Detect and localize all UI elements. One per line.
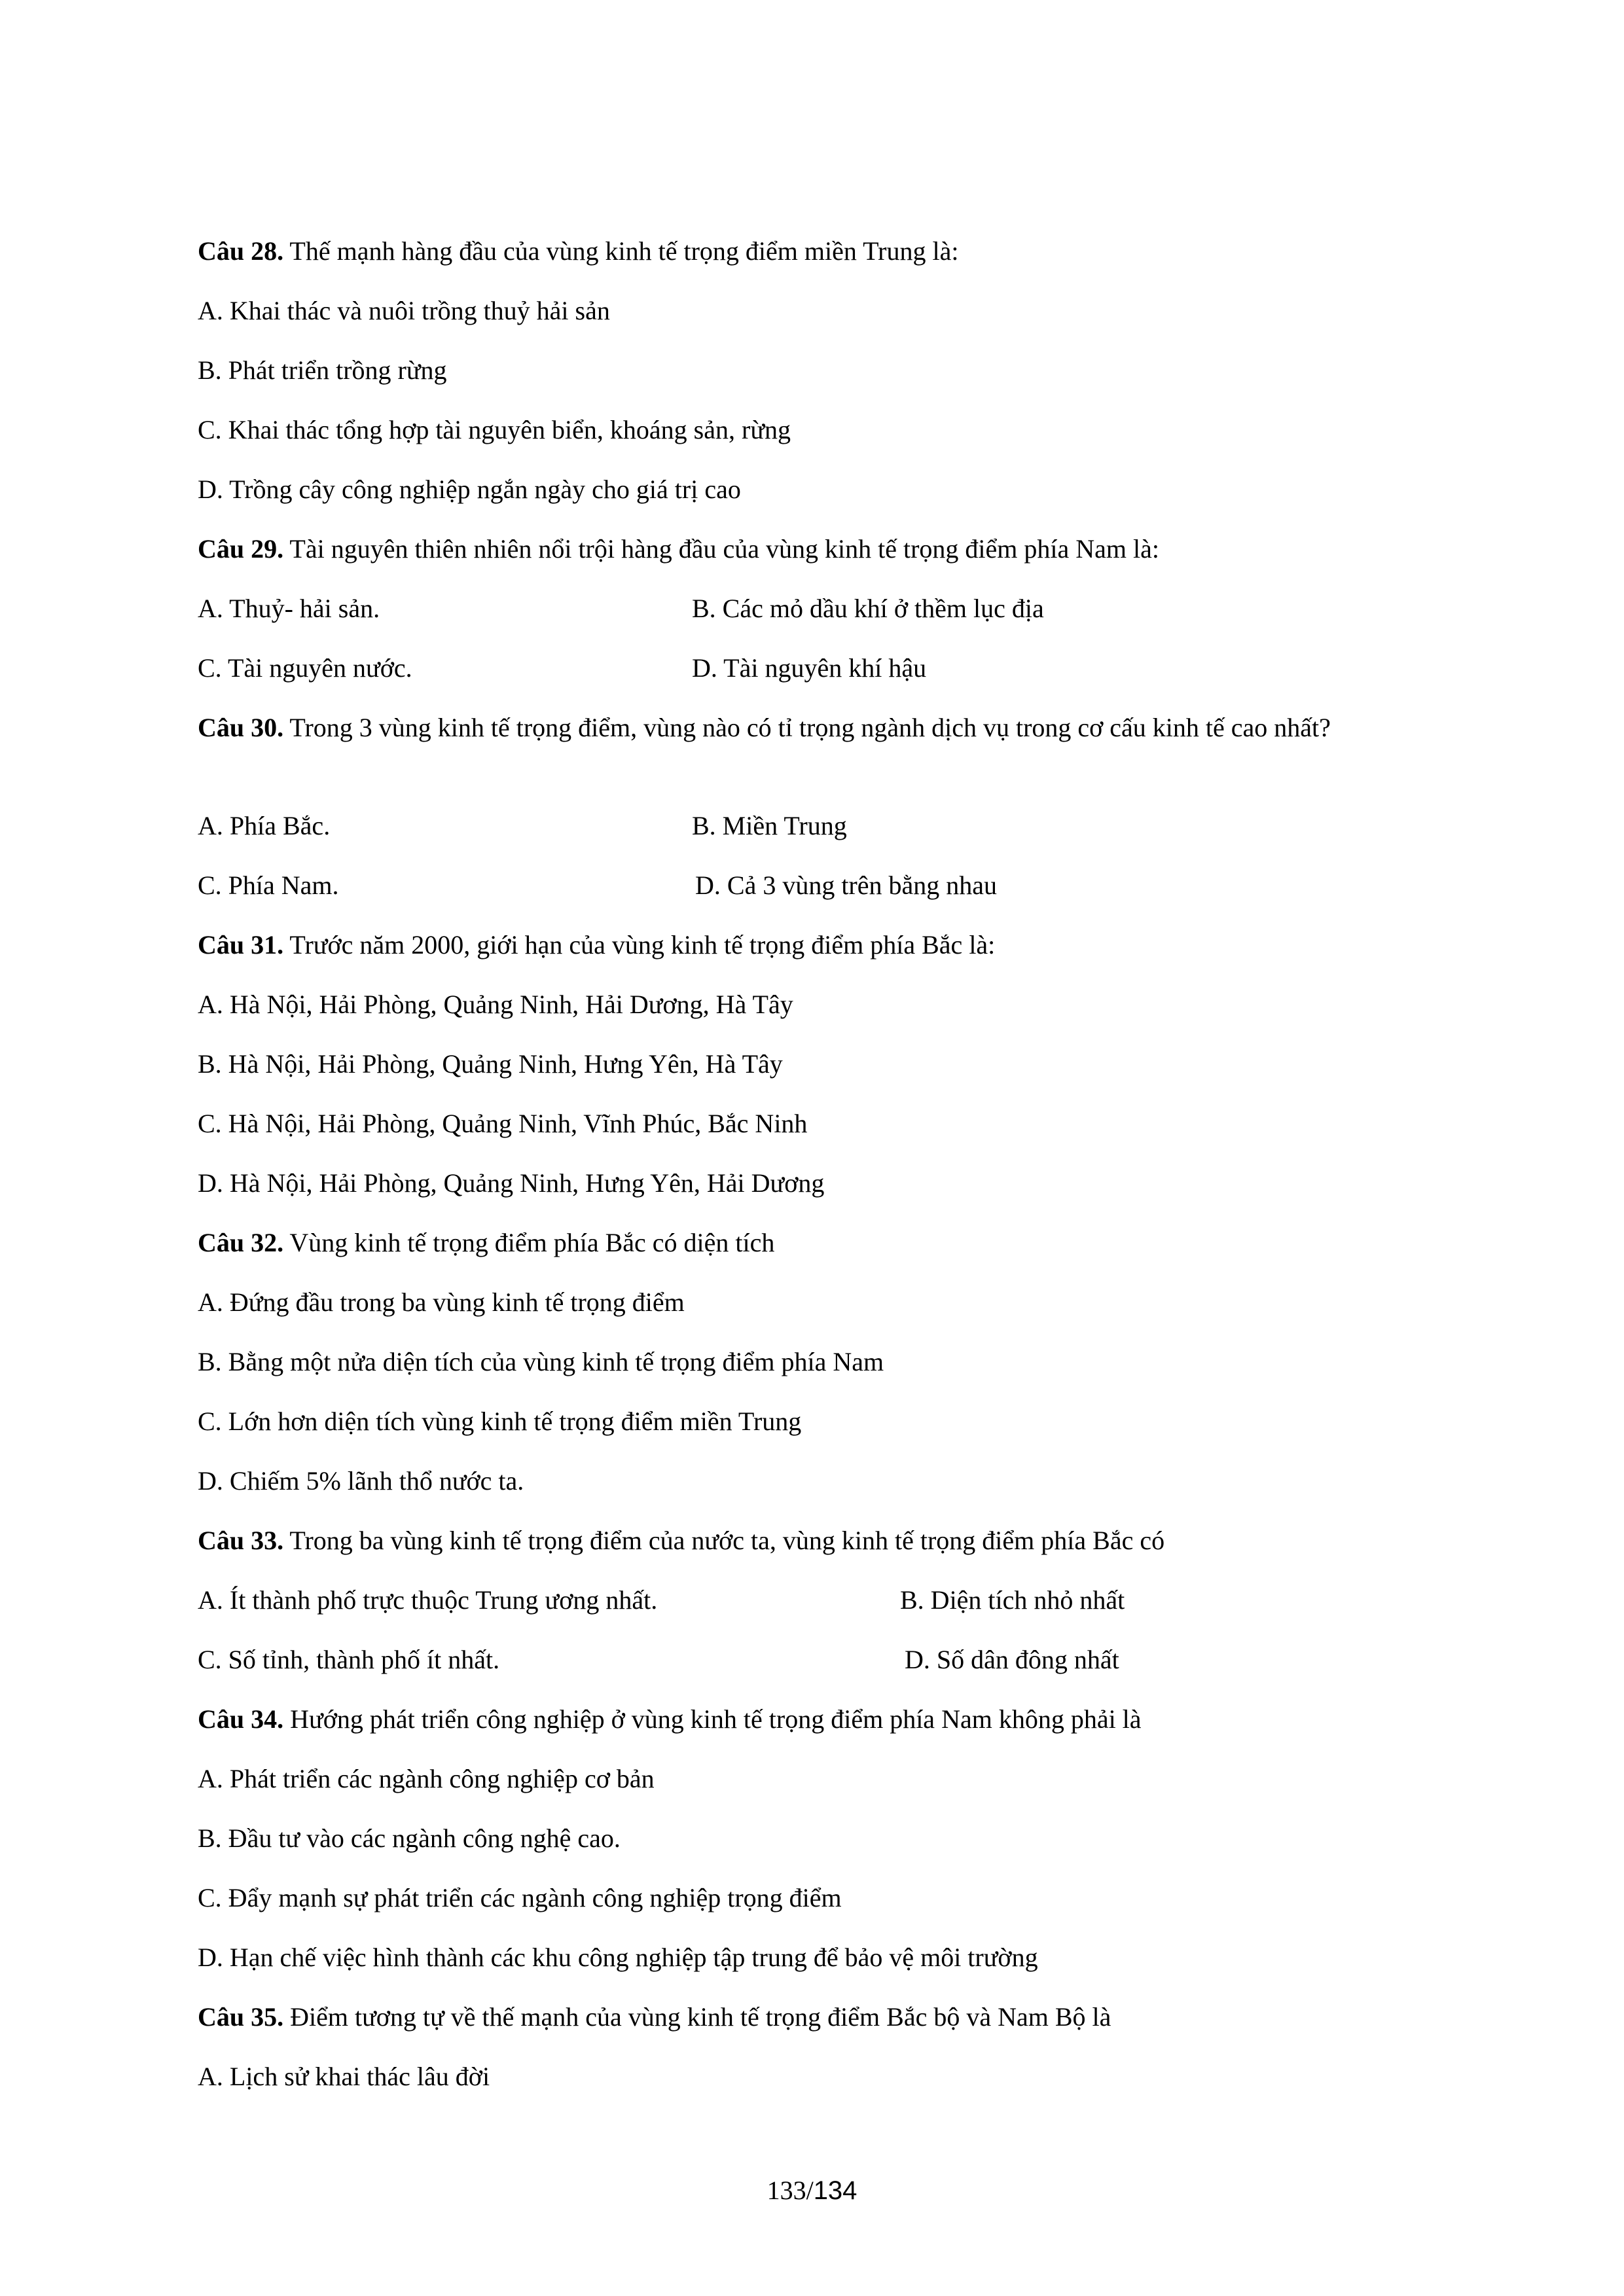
option-d: D. Hà Nội, Hải Phòng, Quảng Ninh, Hưng Yên, Hải Dương (198, 1168, 825, 1198)
question-label: Câu 34. (198, 1704, 284, 1734)
question-28 (198, 232, 958, 270)
question-30 (198, 709, 1454, 747)
question-text: Thế mạnh hàng đầu của vùng kinh tế trọng điểm miền Trung là: (289, 236, 959, 266)
question-label: Câu 33. (198, 1526, 284, 1555)
question-31 (198, 926, 995, 964)
question-label: Câu 28. (198, 236, 284, 266)
page-current: 133/ (767, 2176, 814, 2205)
question-33 (198, 1522, 1164, 1560)
page-total: 134 (813, 2176, 857, 2205)
question-label: Câu 32. (198, 1228, 284, 1257)
option-c: C. Đẩy mạnh sự phát triển các ngành công nghiệp trọng điểm (198, 1883, 842, 1912)
option-c: C. Phía Nam. (198, 870, 339, 900)
option-b: B. Các mỏ dầu khí ở thềm lục địa (692, 594, 1044, 623)
page-number (0, 2172, 1624, 2210)
option-c: C. Hà Nội, Hải Phòng, Quảng Ninh, Vĩnh Phúc, Bắc Ninh (198, 1109, 808, 1138)
option-b: B. Miền Trung (692, 811, 847, 840)
question-text: Tài nguyên thiên nhiên nổi trội hàng đầu của vùng kinh tế trọng điểm phía Nam là: (289, 534, 1159, 564)
option-a: A. Hà Nội, Hải Phòng, Quảng Ninh, Hải Dương, Hà Tây (198, 990, 793, 1019)
question-text: Điểm tương tự về thế mạnh của vùng kinh tế trọng điểm Bắc bộ và Nam Bộ là (290, 2002, 1111, 2032)
option-a: A. Phía Bắc. (198, 811, 331, 840)
option-d: D. Hạn chế việc hình thành các khu công nghiệp tập trung để bảo vệ môi trường (198, 1943, 1038, 1972)
option-c: C. Khai thác tổng hợp tài nguyên biển, khoáng sản, rừng (198, 415, 791, 444)
question-35 (198, 1998, 1111, 2036)
option-a: A. Ít thành phố trực thuộc Trung ương nhất. (198, 1585, 658, 1615)
question-text: Hướng phát triển công nghiệp ở vùng kinh tế trọng điểm phía Nam không phải là (290, 1704, 1142, 1734)
option-b: B. Phát triển trồng rừng (198, 355, 447, 385)
question-label: Câu 35. (198, 2002, 284, 2032)
option-d: D. Trồng cây công nghiệp ngắn ngày cho giá trị cao (198, 475, 741, 504)
option-a: A. Đứng đầu trong ba vùng kinh tế trọng điểm (198, 1287, 685, 1317)
option-a: A. Lịch sử khai thác lâu đời (198, 2062, 490, 2091)
option-b: B. Bằng một nửa diện tích của vùng kinh tế trọng điểm phía Nam (198, 1347, 884, 1376)
option-d: D. Tài nguyên khí hậu (692, 653, 927, 683)
option-a: A. Khai thác và nuôi trồng thuỷ hải sản (198, 296, 610, 325)
option-a: A. Thuỷ- hải sản. (198, 594, 380, 623)
question-text: Vùng kinh tế trọng điểm phía Bắc có diện tích (289, 1228, 775, 1257)
question-label: Câu 30. (198, 713, 284, 742)
question-text: Trước năm 2000, giới hạn của vùng kinh tế trọng điểm phía Bắc là: (289, 930, 996, 960)
option-c: C. Tài nguyên nước. (198, 653, 412, 683)
question-29 (198, 530, 1159, 568)
question-label: Câu 29. (198, 534, 284, 564)
option-c: C. Số tỉnh, thành phố ít nhất. (198, 1645, 500, 1674)
question-text: Trong 3 vùng kinh tế trọng điểm, vùng nào có tỉ trọng ngành dịch vụ trong cơ cấu kinh tế cao nhất? (289, 713, 1331, 742)
question-34 (198, 1700, 1142, 1738)
question-text: Trong ba vùng kinh tế trọng điểm của nước ta, vùng kinh tế trọng điểm phía Bắc có (289, 1526, 1165, 1555)
option-d: D. Cả 3 vùng trên bằng nhau (695, 870, 998, 900)
option-b: B. Hà Nội, Hải Phòng, Quảng Ninh, Hưng Yên, Hà Tây (198, 1049, 783, 1079)
option-a: A. Phát triển các ngành công nghiệp cơ bản (198, 1764, 655, 1793)
option-d: D. Chiếm 5% lãnh thổ nước ta. (198, 1466, 524, 1496)
question-label: Câu 31. (198, 930, 284, 960)
option-b: B. Diện tích nhỏ nhất (900, 1585, 1125, 1615)
option-b: B. Đầu tư vào các ngành công nghệ cao. (198, 1823, 621, 1853)
option-c: C. Lớn hơn diện tích vùng kinh tế trọng điểm miền Trung (198, 1407, 802, 1436)
question-32 (198, 1224, 774, 1262)
option-d: D. Số dân đông nhất (905, 1645, 1119, 1674)
